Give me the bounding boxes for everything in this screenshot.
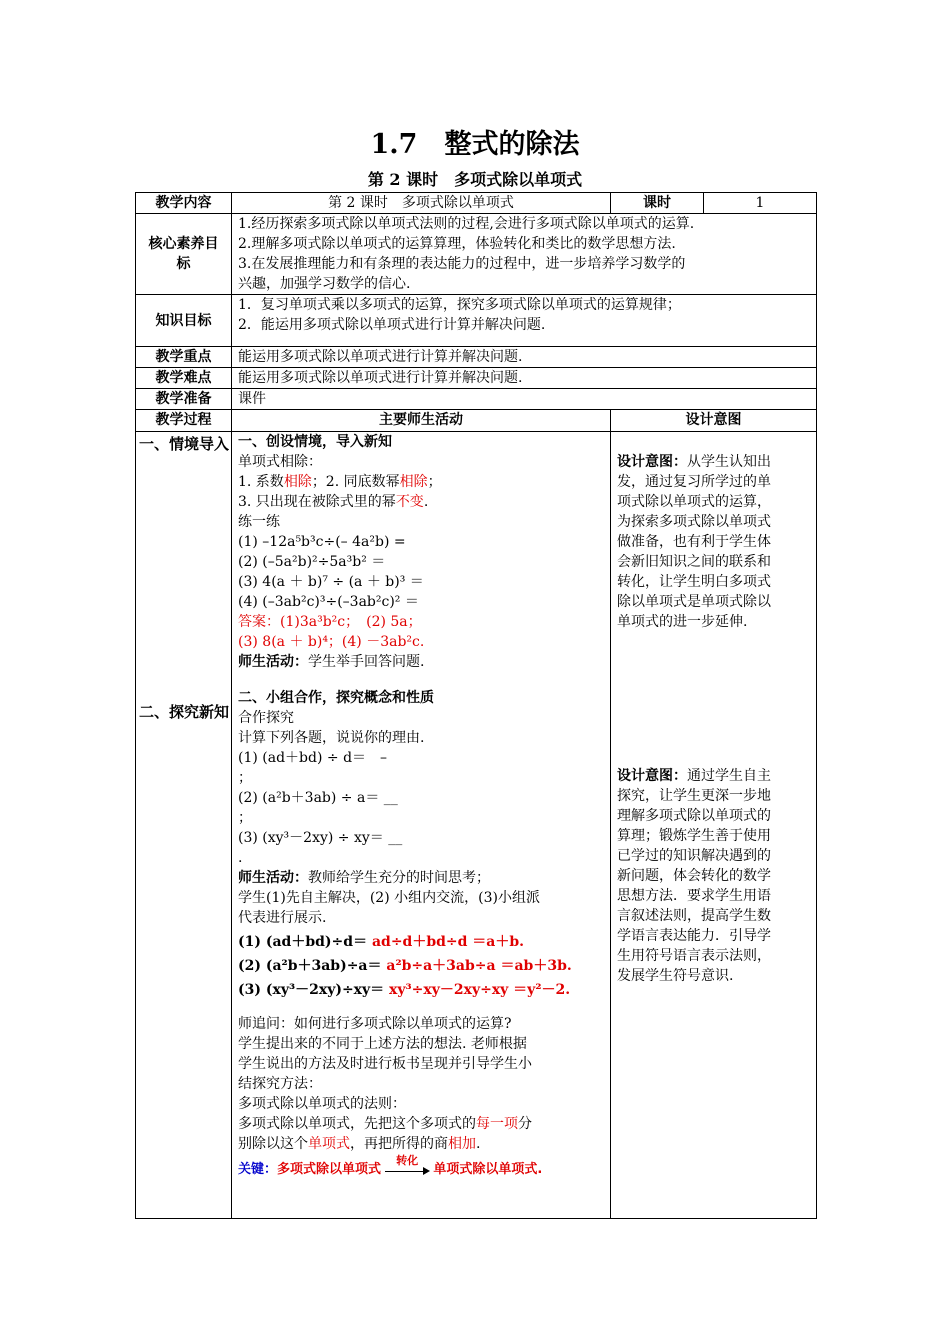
page-subtitle: 第 2 课时 多项式除以单项式 (367, 170, 583, 189)
section-1-heading: 一、创设情境，导入新知 (238, 434, 392, 450)
content-label: 教学内容 (136, 193, 232, 214)
exercise-2: (2) (–5a²b)²÷5a³b² ＝ (238, 554, 386, 570)
key-rule: 关键：多项式除以单项式 转化 单项式除以单项式. (238, 1153, 543, 1177)
activity-header: 主要师生活动 (232, 410, 611, 432)
intent-2: 设计意图：通过学生自主 探究，让学生更深一步地 理解多项式除以单项式的 算理；锻炼学生善于使用 已学过的知识解决遇到的 新问题，体会转化的数学 思想方法．要求学生用语 言叙述法则，提高学生数 学语言表达能力．引导学 生用符号语言表示法则， 发展学生符号意识. (617, 768, 771, 984)
page-title: 1.7 整式的除法 (370, 129, 580, 160)
lesson-table (135, 192, 817, 1219)
core-goals-label: 核心素养目标 (136, 214, 232, 295)
exercise-4: (4) (–3ab²c)³÷(–3ab²c)² ＝ (238, 594, 419, 610)
preparation-value: 课件 (232, 389, 817, 410)
key-point-value: 能运用多项式除以单项式进行计算并解决问题. (232, 347, 817, 368)
exercise-1: (1) –12a⁵b³c÷(– 4a²b) = (238, 534, 406, 550)
knowledge-goals-label: 知识目标 (136, 295, 232, 347)
intent-column (611, 432, 817, 1219)
stage-2: 二、探究新知 (138, 703, 229, 721)
preparation-label: 教学准备 (136, 389, 232, 410)
key-point-label: 教学重点 (136, 347, 232, 368)
content-value: 第 2 课时 多项式除以单项式 (232, 193, 611, 214)
activity-column: 一、创设情境，导入新知 单项式相除： 1. 系数相除；2. 同底数幂相除； 3. 只出现在被除式里的幂不变. 练一练 (1) –12a⁵b³c÷(– 4a²b) = (2) (–5a²b)²÷5a³b² ＝ (3) 4(a ＋ b)⁷ ÷ (a ＋ b)³ ＝ (4) (–3ab²c)³÷(–3ab²c)² ＝ 答案：(1)3a³b²c； (2) 5a； (3) 8(a ＋ b)⁴；(4) －3ab²c. 师生活动：学生举手回答问题. 二、小组合作，探究概念和性质 合作探究 计算下列各题，说说你的理由. (1) (ad＋bd) ÷ d＝ – ； (2) (a²b＋3ab) ÷ a＝ __ ； (3) (xy³－2xy) ÷ xy＝ __ . 师生活动：教师给学生充分的时间思考； 学生(1)先自主解决，(2) 小组内交流，(3)小组派 代表进行展示. (1) (ad＋bd)÷d＝ ad÷d＋bd÷d ＝a＋b. (2) (a²b＋3ab)÷a＝ a²b÷a＋3ab÷a ＝ab＋3b. (3) (xy³－2xy)÷xy＝ xy³÷xy－2xy÷xy ＝y²－2. 师追问：如何进行多项式除以单项式的运算? 学生提出来的不同于上述方法的想法. 老师根据 学生说出的方法及时进行板书呈现并引导学生小 结探究方法： 多项式除以单项式的法则： 多项式除以单项式，先把这个多项式的每一项分 别除以这个单项式，再把所得的商相加. 关键：多项式除以单项式 转化 单项式除以单项式. (232, 432, 611, 1219)
process-header: 教学过程 (136, 410, 232, 432)
transform-arrow-icon: 转化 (385, 1163, 429, 1177)
section-2-heading: 二、小组合作，探究概念和性质 (238, 690, 434, 706)
stage-column (136, 432, 232, 1219)
answer-line-1: 答案：(1)3a³b²c； (2) 5a； (238, 614, 422, 630)
knowledge-goals-text: 1．复习单项式乘以多项式的运算，探究多项式除以单项式的运算规律； 2．能运用多项式除以单项式进行计算并解决问题. (232, 295, 817, 347)
exercise-3: (3) 4(a ＋ b)⁷ ÷ (a ＋ b)³ ＝ (238, 574, 424, 590)
core-goals-text: 1.经历探索多项式除以单项式法则的过程,会进行多项式除以单项式的运算. 2.理解多项式除以单项式的运算算理，体验转化和类比的数学思想方法. 3.在发展推理能力和有条理的表达能力的过程中，进一步培养学习数学的 兴趣，加强学习数学的信心. (232, 214, 817, 295)
difficulty-label: 教学难点 (136, 368, 232, 389)
hours-value: 1 (704, 193, 817, 214)
intent-header: 设计意图 (611, 410, 817, 432)
answer-line-2: (3) 8(a ＋ b)⁴；(4) －3ab²c. (238, 634, 425, 650)
difficulty-value: 能运用多项式除以单项式进行计算并解决问题. (232, 368, 817, 389)
intent-1: 设计意图：从学生认知出 发，通过复习所学过的单 项式除以单项式的运算， 为探索多项式除以单项式 做准备，也有利于学生体 会新旧知识之间的联系和 转化，让学生明白多项式 除以单项式是单项式除以 单项式的进一步延伸. (617, 454, 771, 630)
stage-1: 一、情境导入 (138, 435, 229, 453)
hours-label: 课时 (611, 193, 704, 214)
